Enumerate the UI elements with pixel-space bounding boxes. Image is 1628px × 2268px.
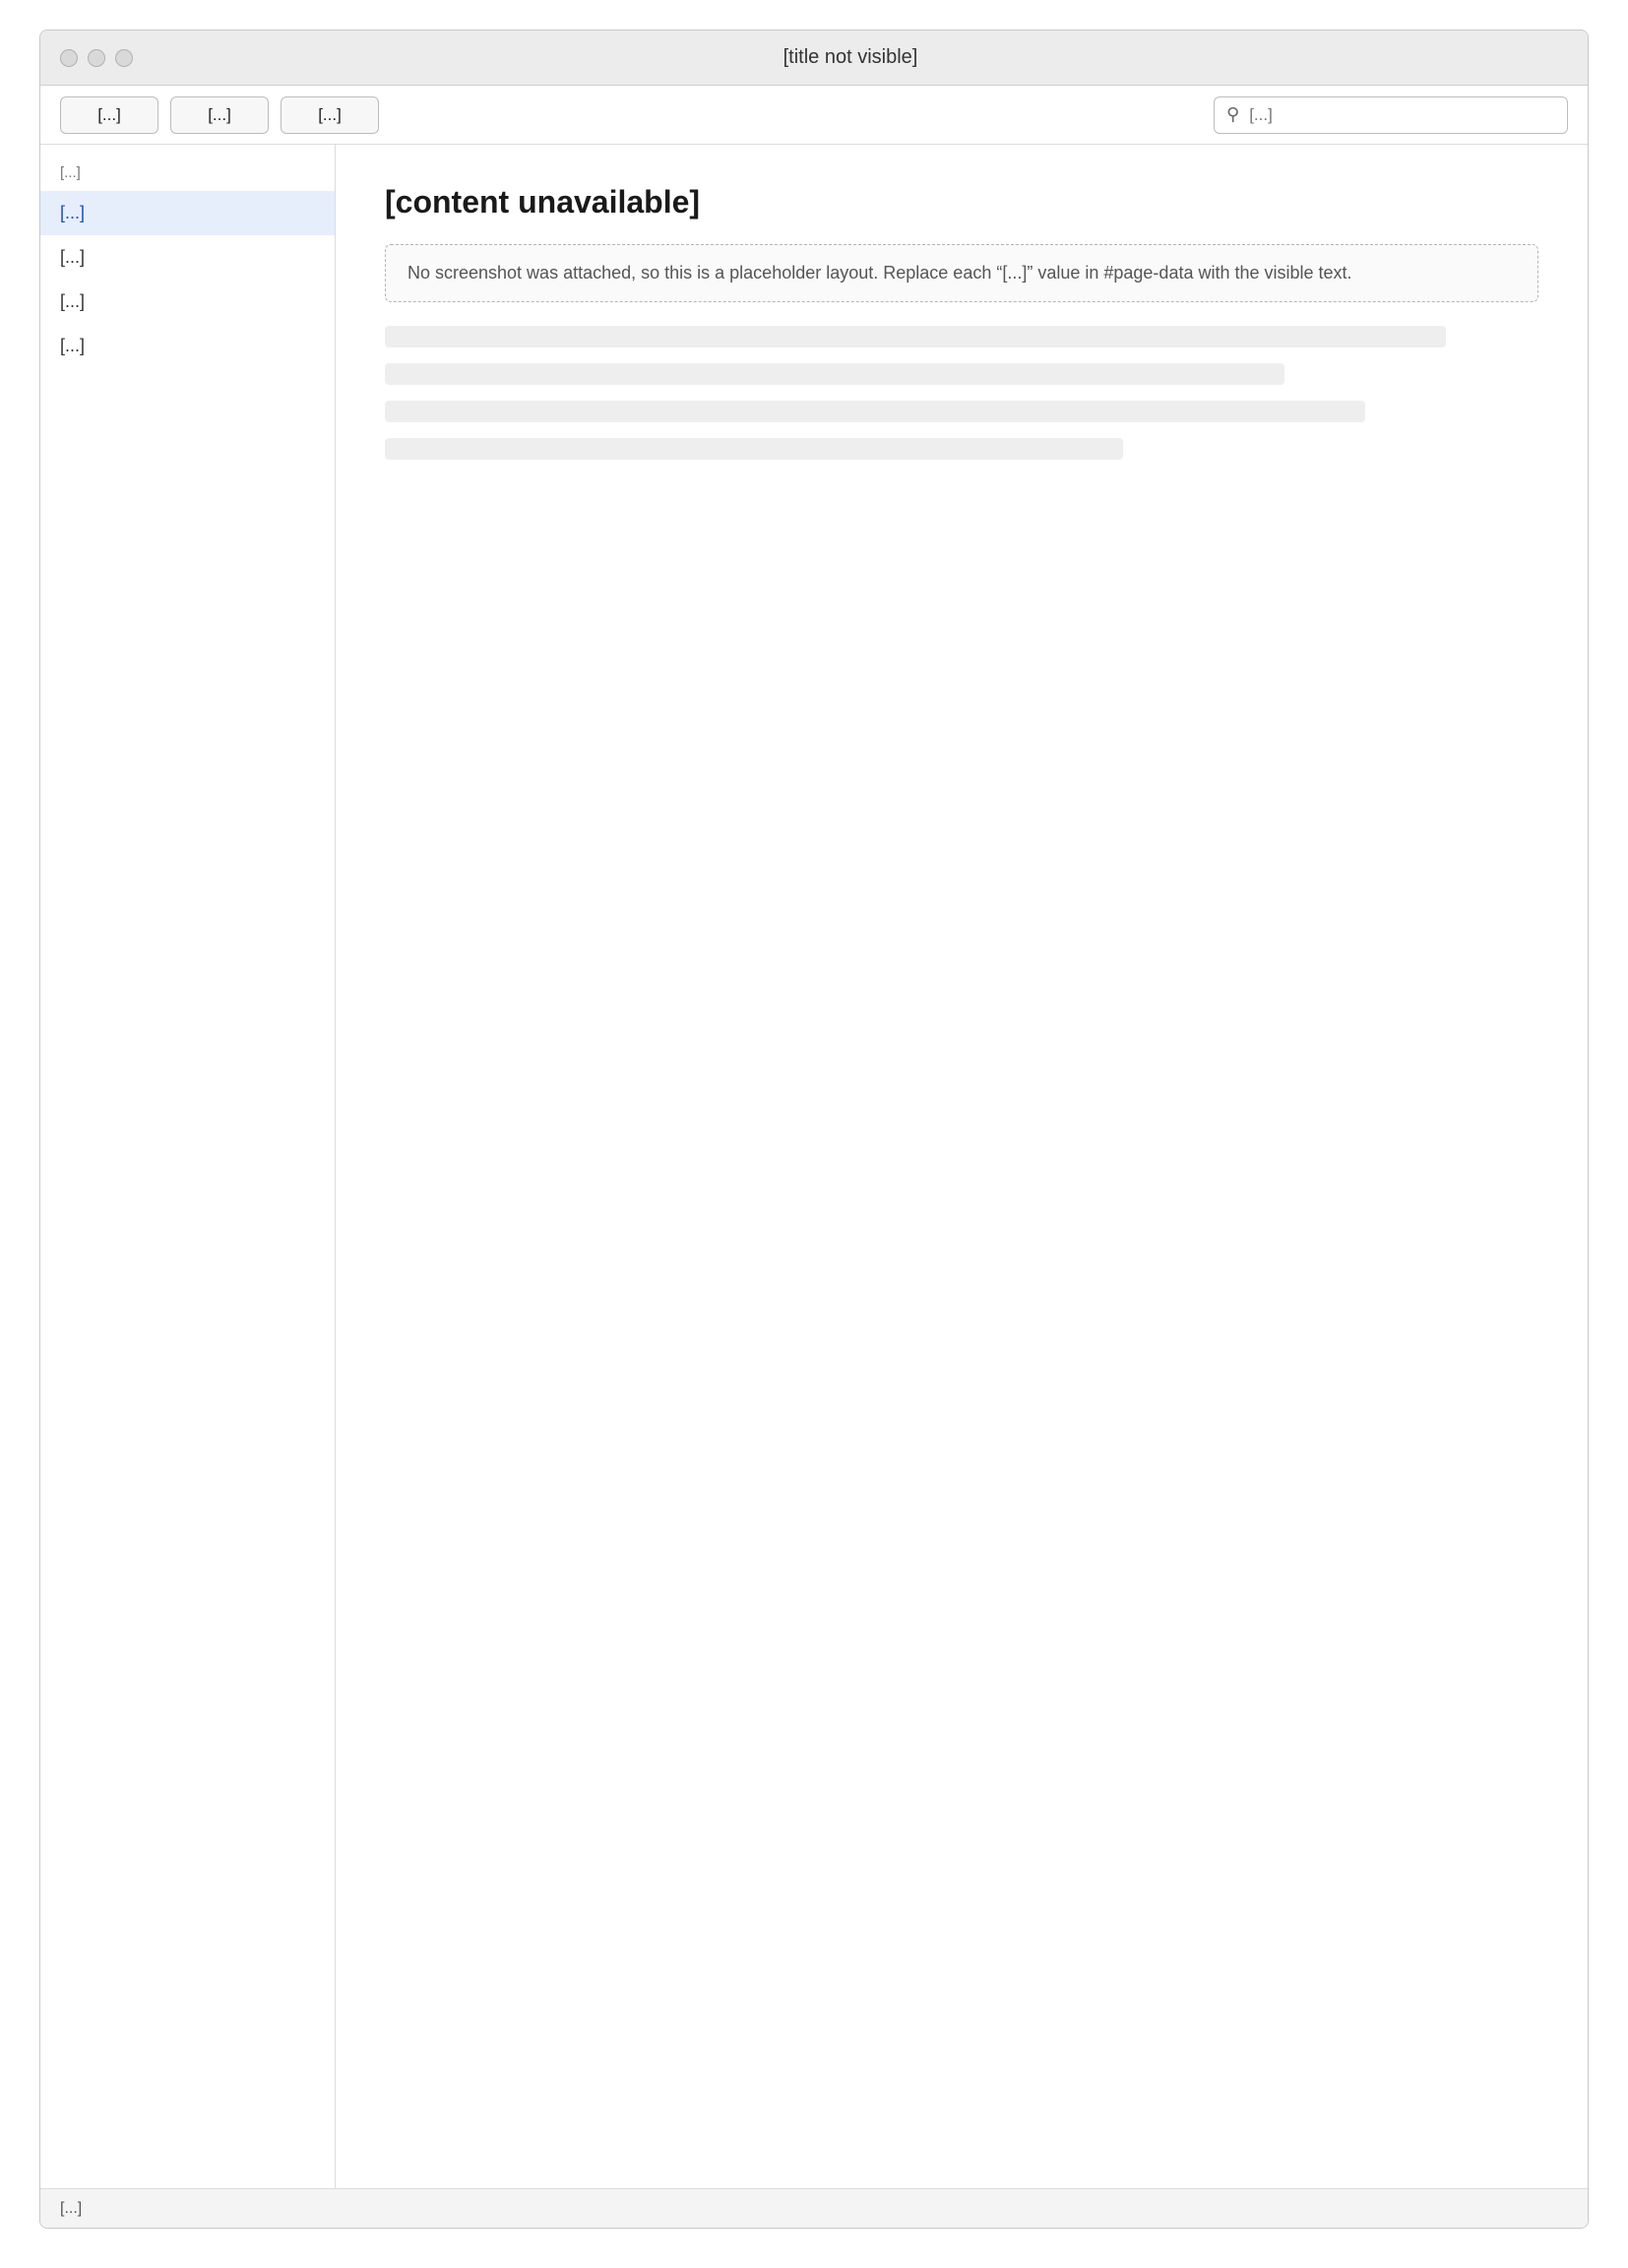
status-bar (40, 2188, 1588, 2228)
body-area (40, 145, 1588, 2188)
page-title: [content unavailable] (385, 184, 701, 220)
sidebar-item-1[interactable]: [...] (40, 191, 335, 235)
toolbar-button-3[interactable]: [...] (281, 96, 379, 134)
close-window-icon[interactable] (60, 49, 78, 67)
sidebar-heading: [...] (60, 164, 81, 181)
sidebar (40, 145, 336, 2188)
sidebar-item-2[interactable]: [...] (60, 247, 86, 267)
search-icon: ⚲ (1226, 104, 1240, 124)
search-box[interactable] (1214, 96, 1568, 134)
sidebar-item-3[interactable]: [...] (60, 291, 86, 311)
content-placeholder (385, 401, 1365, 422)
window-controls (60, 49, 133, 67)
window-title: [title not visible] (783, 46, 918, 68)
minimize-window-icon[interactable] (88, 49, 105, 67)
search-input[interactable] (1247, 104, 1555, 126)
toolbar (40, 86, 1588, 145)
title-bar (40, 31, 1588, 86)
main-content (336, 145, 1588, 2188)
content-placeholder (385, 326, 1446, 347)
content-placeholder (385, 363, 1284, 385)
missing-image-notice: No screenshot was attached, so this is a placeholder layout. Replace each “[...]” value in #page-data with the visible text. (385, 244, 1538, 302)
maximize-window-icon[interactable] (115, 49, 133, 67)
toolbar-button-1[interactable]: [...] (60, 96, 158, 134)
status-text: [...] (60, 2199, 83, 2217)
sidebar-item-4[interactable]: [...] (60, 336, 86, 355)
toolbar-button-2[interactable]: [...] (170, 96, 269, 134)
content-placeholder (385, 438, 1123, 460)
app-window (39, 30, 1589, 2229)
